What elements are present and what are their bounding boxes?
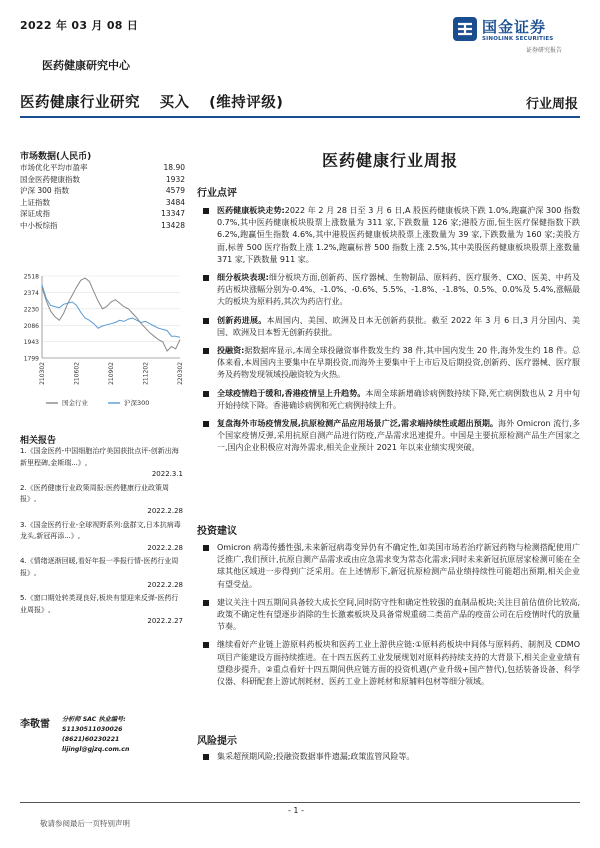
analyst-name: 李敬雷 — [20, 719, 50, 730]
performance-chart — [18, 270, 188, 415]
analyst-role: 分析师 SAC 执业编号: S1130511030026 — [62, 716, 126, 733]
market-data-row — [20, 185, 185, 197]
market-data-label: 上证指数 — [20, 197, 50, 207]
related-reports-list — [20, 446, 183, 630]
bullet-body: 继续看好产业链上游原料药板块和医药工业上游供应链:①原料药板块中间体与原料药、制剂及 CDMO 项目产能建设方面持续推进。在十四五医药工业发展规划对原料药持续支持的大背景下,相关企业业绩有望稳步提升。②重点看好十四五期间供应链方面的投资机遇(产业升级+国产替代),包括装备设备、科学仪器、科研配套上游试剂耗材、医药工业上游耗材和原辅料包材等细分领域。 — [217, 640, 580, 687]
market-data-label: 中小板综指 — [20, 220, 58, 230]
market-data-title: 市场数据(人民币) — [20, 152, 92, 162]
related-reports-title: 相关报告 — [20, 436, 57, 446]
market-data-table — [20, 162, 185, 232]
market-data-row — [20, 208, 185, 220]
square-bullet-icon — [203, 545, 209, 551]
logo-en-text: SINOLINK SECURITIES — [482, 36, 554, 42]
bullet-item — [203, 315, 580, 339]
bullet-body: 建议关注十四五期间具备较大成长空间,同时防守性和确定性较强的血制品板块;关注目前估值价比较高,政策不确定性有望逐步消除的生长激素板块及具备常规重磅二类苗产品的疫苗公司在后疫情时代的放量节奏。 — [217, 597, 580, 632]
x-tick-label: 210302 — [39, 362, 46, 385]
related-report-title: 4.《情绪逐渐回暖,看好年报一季报行情-医药行业周报》, — [20, 557, 179, 577]
square-bullet-icon — [203, 600, 209, 606]
main-title: 医药健康行业周报 — [321, 151, 458, 170]
review-list — [203, 205, 580, 461]
bullet-body: 细分板块方面,创新药、医疗器械、生物制品、原料药、医疗服务、CXO、医美、中药及药店板块涨幅分别为-0.4%、-1.0%、-0.6%、5.5%、-1.8%、-1.8%、0.5%、0.0%及 5.4%,涨幅最大的板块为原料药,其次为药店行业。 — [217, 273, 580, 307]
market-data-label: 市场优化平均市盈率 — [20, 163, 88, 172]
bullet-body: 集采超预期风险;投融资数据事件遗漏;政策监管风险等。 — [217, 752, 415, 761]
section-risk-title: 风险提示 — [197, 736, 237, 747]
x-tick-label: 211202 — [142, 362, 150, 385]
market-data-row — [20, 220, 185, 232]
market-data-row — [20, 174, 185, 186]
y-tick-label: 1943 — [23, 339, 39, 347]
bullet-body: 本周全球新增确诊病例数持续下降,死亡病例数也从 2 月中旬开始持续下降。香港确诊病例和死亡病例持续上升。 — [217, 388, 580, 410]
headline-rating: 买入 — [159, 95, 190, 111]
risk-list — [203, 751, 580, 769]
logo-sub-text: 证券研究报告 — [526, 47, 563, 54]
bullet-item — [203, 639, 580, 688]
related-report-title: 2.《医药健康行业政策周报:医药健康行业政策周报》, — [20, 483, 170, 504]
company-logo — [452, 14, 582, 54]
bullet-heading: 复盘海外市场疫情发展,抗原检测产品应用场景广泛,需求端持续性或超出预期。 — [217, 419, 499, 429]
bullet-heading: 细分板块表现: — [217, 273, 269, 283]
headline-rating-note: (维持评级) — [209, 95, 284, 111]
bullet-item — [203, 345, 580, 382]
bullet-heading: 医药健康板块走势: — [217, 206, 285, 215]
related-report-title: 1.《国金医药-中国细胞治疗美国获批点评-创新出海新里程碑,金斯瑞...》, — [20, 447, 179, 467]
market-data-row — [20, 197, 185, 209]
market-data-value: 1932 — [165, 174, 185, 184]
related-report-item[interactable] — [20, 446, 183, 481]
footer-divider — [20, 802, 580, 803]
bullet-heading: 全球疫情趋于缓和,香港疫情呈上升趋势。 — [217, 388, 366, 398]
x-tick-label: 210902 — [108, 362, 115, 385]
advice-list — [203, 542, 580, 694]
bullet-body: Omicron 病毒传播性强,未来新冠病毒变异仍有不确定性,如美国市场若治疗新冠药物与检测搭配使用广泛推广,我们预计,抗原自测产品需求或由应急需求变为常态化需求;同时未来新冠抗原居家检测可能在全球其他区域进一步得到广泛采用。在上述情形下,新冠抗原检测产品业绩持续性可能超出预期,相关企业有望受益。 — [217, 543, 580, 589]
legend-label: 国金行业 — [62, 399, 88, 407]
related-report-date: 2022.2.28 — [147, 543, 183, 552]
square-bullet-icon — [203, 208, 209, 214]
y-tick-label: 2374 — [23, 289, 39, 297]
market-data-row — [20, 162, 185, 174]
y-tick-label: 2086 — [23, 322, 39, 330]
related-report-date: 2022.2.27 — [147, 617, 183, 626]
market-data-value: 18.90 — [163, 163, 185, 172]
market-data-label: 沪深 300 指数 — [20, 186, 70, 196]
bullet-item — [203, 388, 580, 412]
analyst-phone: (8621)60230221 — [62, 736, 120, 743]
bullet-item — [203, 542, 580, 591]
square-bullet-icon — [203, 348, 209, 354]
research-center: 医药健康研究中心 — [42, 59, 130, 72]
bullet-body: 本周国内、美国、欧洲及日本无创新药获批。截至 2022 年 3 月 6 日,3 月分国内、美国、欧洲及日本暂无创新药获批。 — [217, 315, 580, 337]
y-tick-label: 2518 — [23, 273, 39, 281]
market-data-value: 13347 — [161, 209, 185, 219]
bullet-body: 2022 年 2 月 28 日至 3 月 6 日,A 股医药健康板块下跌 1.0%,跑赢沪深 300 指数 0.7%,其中医药健康板块股票上涨数量为 311 家,下跌数量 126 家;港股方面,恒生医疗保健指数下跌 6.2%,跑赢恒生指数 4.6%,其中港股医药健康板块股票上涨数量为 39 家,下跌数量为 160 家;美股方面,标普 500 医疗指数上涨 1.2%,跑赢标普 500 指数上涨 2.5%,其中美股医药健康板块股票上涨数量 371 家,下跌数量 911 家。 — [217, 206, 580, 264]
y-tick-label: 1799 — [23, 355, 39, 363]
bullet-item — [203, 205, 580, 266]
x-tick-label: 210602 — [73, 362, 81, 385]
square-bullet-icon — [203, 275, 209, 281]
footer-disclaimer: 敬请参阅最后一页特别声明 — [40, 819, 130, 828]
related-report-title: 5.《窗口期处转类现良好,板块有望迎来反弹-医药行业周报》, — [20, 594, 179, 614]
related-report-item[interactable] — [20, 483, 183, 518]
market-data-value: 3484 — [165, 197, 185, 207]
report-date: 2022 年 03 月 08 日 — [20, 19, 139, 32]
market-data-label: 国金医药健康指数 — [20, 174, 80, 184]
report-type: 行业周报 — [525, 97, 578, 112]
related-report-date: 2022.3.1 — [151, 470, 183, 479]
market-data-value: 13428 — [161, 220, 185, 230]
bullet-body: 据数据库显示,本周全球投融资事件数发生约 38 件,其中国内发生 20 件,海外发生约 18 件。总体来看,本周国内主要集中在早期投资,而海外主要集中于上市后及后期投资,创新药、医疗器械、医疗服务及药物发现领域投融资较为火热。 — [217, 346, 580, 380]
bullet-item — [203, 751, 580, 763]
analyst-info — [62, 715, 185, 755]
related-report-item[interactable] — [20, 520, 183, 555]
header-divider — [20, 116, 580, 118]
square-bullet-icon — [203, 421, 209, 427]
y-tick-label: 2230 — [23, 306, 39, 314]
square-bullet-icon — [203, 642, 209, 648]
square-bullet-icon — [203, 754, 209, 760]
market-data-value: 4579 — [165, 186, 185, 196]
market-data-label: 深证成指 — [20, 209, 50, 219]
logo-mark-icon — [452, 16, 478, 42]
logo-cn-text: 国金证券 — [482, 18, 547, 36]
page-number: - 1 - — [288, 806, 304, 815]
bullet-item — [203, 272, 580, 309]
analyst-email[interactable]: lijingl@gjzq.com.cn — [62, 746, 130, 753]
headline-industry: 医药健康行业研究 — [20, 95, 140, 111]
section-review-title: 行业点评 — [197, 188, 237, 199]
section-advice-title: 投资建议 — [197, 526, 237, 537]
headline — [20, 91, 297, 112]
x-tick-label: 220302 — [177, 362, 184, 385]
bullet-heading: 投融资: — [217, 346, 245, 356]
square-bullet-icon — [203, 318, 209, 324]
bullet-body: 海外 Omicron 流行,多个国家疫情反弹,采用抗原自测产品进行防疫,产品需求迅速提升。中国是主要抗原检测产品生产国家之一,国内企业积极应对海外需求,相关企业预计 2021 年以来业绩实现突破。 — [217, 419, 581, 453]
related-report-title: 3.《国金医药行业-全球视野系列:盘群文,日本抗病毒龙头,新冠再添...》, — [20, 520, 181, 541]
related-report-item[interactable] — [20, 556, 183, 591]
bullet-item — [203, 418, 580, 455]
square-bullet-icon — [203, 391, 209, 397]
related-report-date: 2022.2.28 — [147, 580, 183, 589]
related-report-date: 2022.2.28 — [147, 506, 183, 515]
legend-label: 沪深300 — [124, 399, 150, 407]
bullet-item — [203, 597, 580, 634]
related-report-item[interactable] — [20, 593, 183, 628]
series-line-hs300 — [42, 285, 180, 338]
bullet-heading: 创新药进展。 — [217, 315, 267, 325]
series-line-industry — [42, 278, 180, 351]
